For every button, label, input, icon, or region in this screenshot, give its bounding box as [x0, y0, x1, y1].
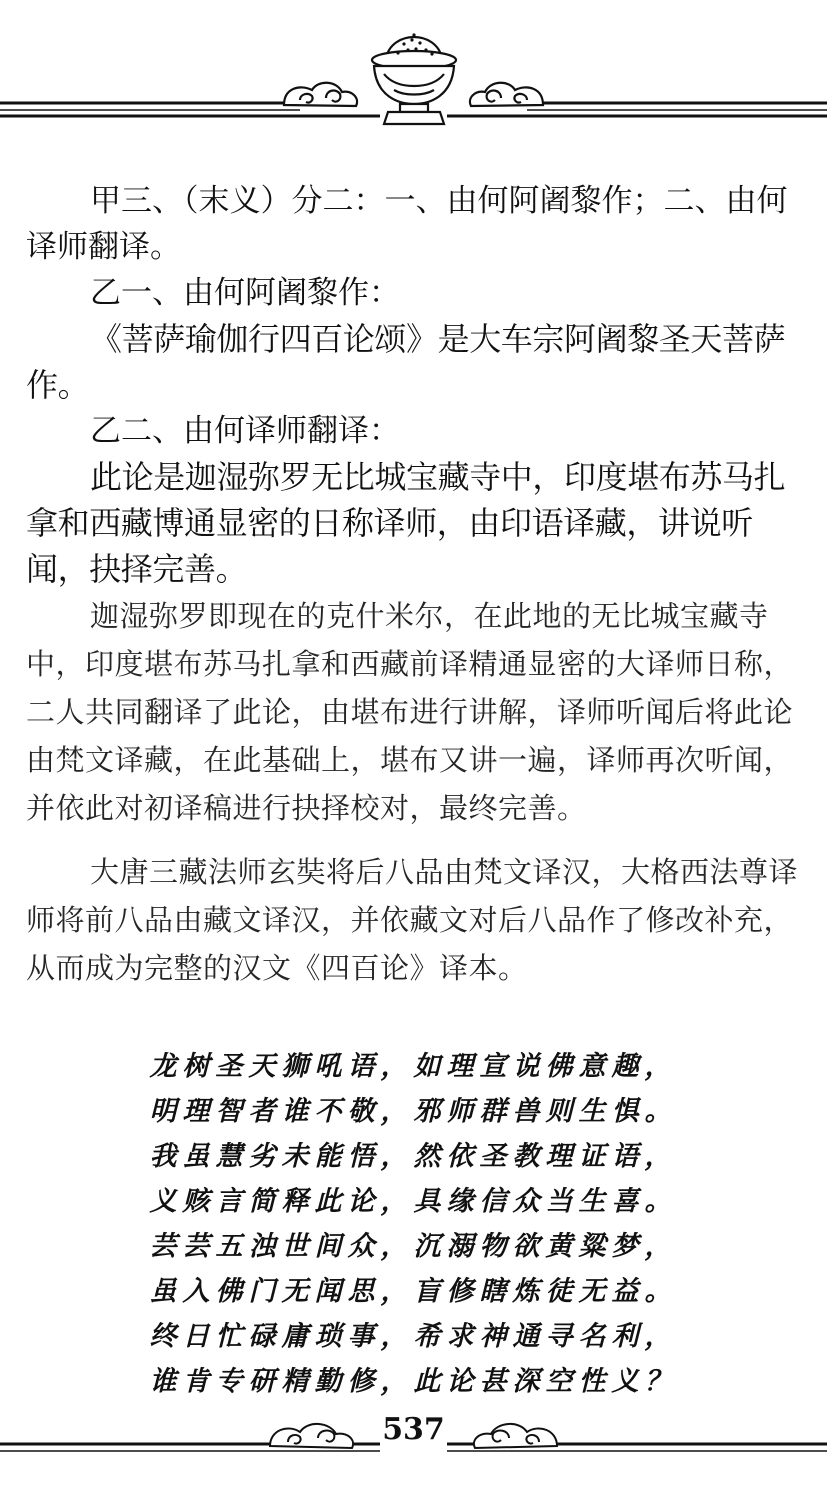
header-ornament: [0, 0, 827, 140]
heading-yi1: 乙一、由何阿阇黎作：: [90, 275, 400, 311]
commentary-paragraph-2: 大唐三藏法师玄奘将后八品由梵文译汉，大格西法尊译师将前八品由藏文译汉，并依藏文对后八品作了修改补充，从而成为完整的汉文《四百论》译本。: [26, 855, 799, 985]
heading-jia3: 甲三、（末义）分二：一、由何阿阇黎作；二、由何译师翻译。: [26, 183, 788, 265]
commentary-paragraph-1: 迦湿弥罗即现在的克什米尔，在此地的无比城宝藏寺中，印度堪布苏马扎拿和西藏前译精通显密的大译师日称，二人共同翻译了此论，由堪布进行讲解，译师听闻后将此论由梵文译藏，在此基础上，堪布又讲一遍，译师再次听闻，并依此对初译稿进行抉择校对，最终完善。: [26, 599, 794, 825]
verse-line: 芸芸五浊世间众，沉溺物欲黄粱梦，: [149, 1231, 678, 1262]
verse-line: 我虽慧劣未能悟，然依圣教理证语，: [149, 1141, 678, 1172]
verse-line: 虽入佛门无闻思，盲修瞎炼徒无益。: [149, 1276, 678, 1307]
verse-line: 明理智者谁不敬，邪师群兽则生惧。: [149, 1096, 678, 1127]
verse-line: 义赅言简释此论，具缘信众当生喜。: [149, 1186, 678, 1217]
verse-line: 谁肯专研精勤修，此论甚深空性义？: [149, 1366, 678, 1397]
verse-line: 终日忙碌庸琐事，希求神通寻名利，: [149, 1321, 678, 1352]
cloud-scroll-right-icon: [470, 83, 543, 106]
cloud-scroll-left-icon: [284, 83, 357, 106]
root-text-author: 《菩萨瑜伽行四百论颂》是大车宗阿阇黎圣天菩萨作。: [26, 320, 786, 404]
verse-line: 龙树圣天狮吼语，如理宣说佛意趣，: [149, 1051, 678, 1082]
root-text-translators: 此论是迦湿弥罗无比城宝藏寺中，印度堪布苏马扎拿和西藏博通显密的日称译师，由印语译藏，讲说听闻，抉择完善。: [26, 458, 786, 588]
page-body: [26, 178, 813, 992]
page-number: 537: [382, 1412, 445, 1447]
dedication-verses: [0, 1044, 827, 1404]
offering-bowl-icon: [372, 33, 456, 124]
heading-yi2: 乙二、由何译师翻译：: [90, 413, 400, 449]
